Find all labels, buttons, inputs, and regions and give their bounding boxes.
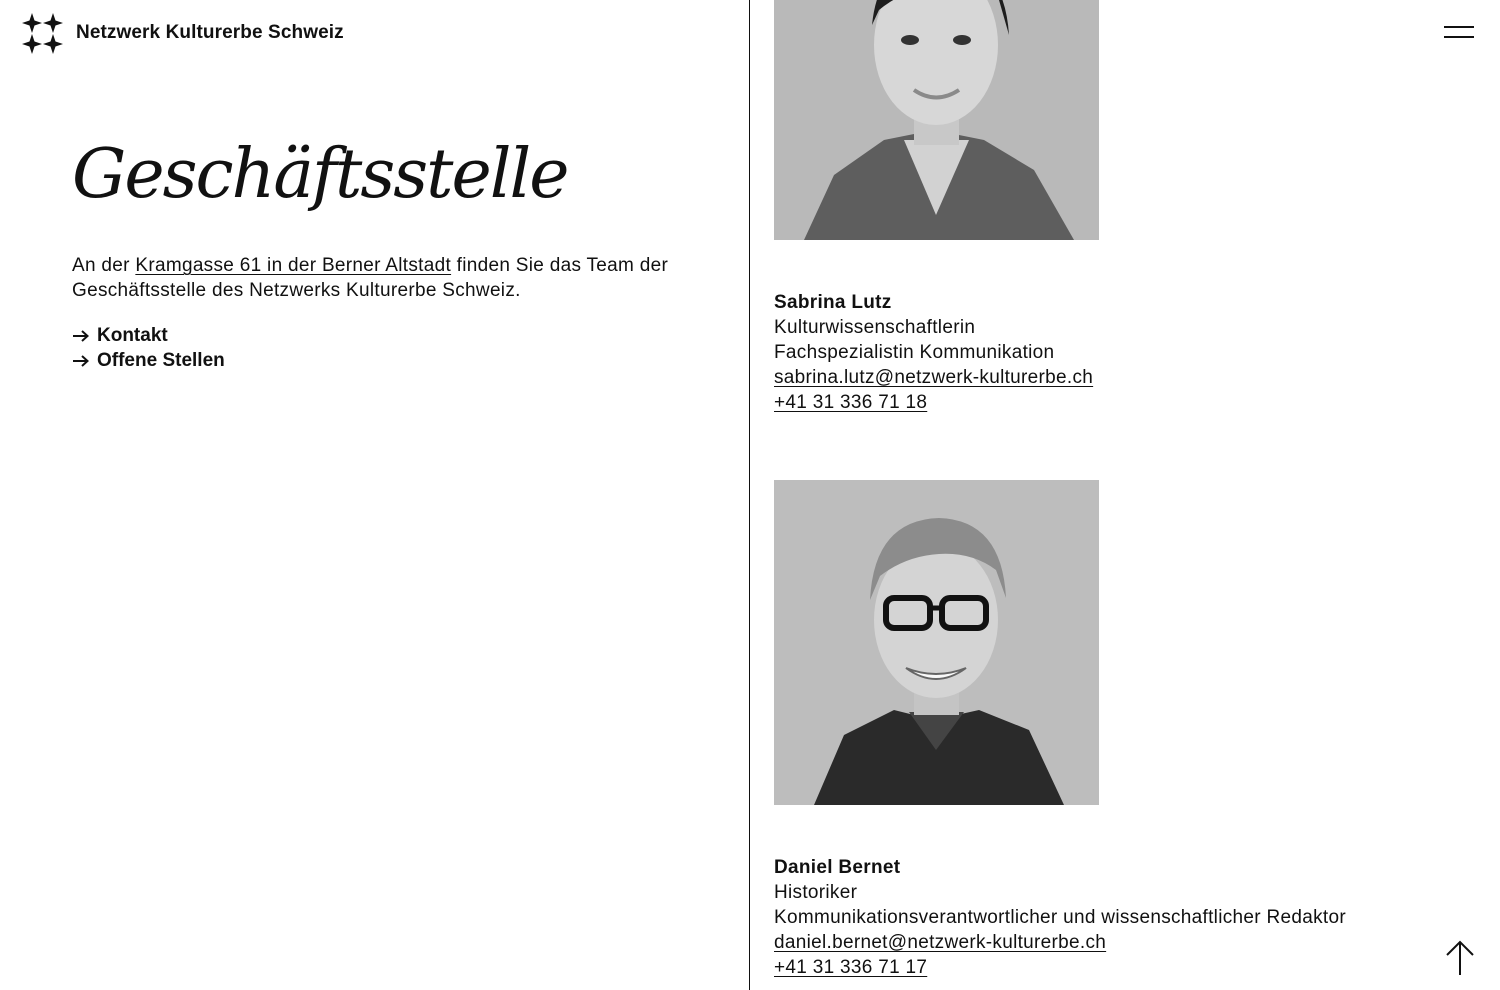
column-divider xyxy=(749,0,750,990)
portrait-photo xyxy=(774,0,1099,240)
team-member-name: Daniel Bernet xyxy=(774,857,901,878)
kontakt-link[interactable] xyxy=(72,323,732,348)
quick-links xyxy=(72,323,732,373)
team-member-phone-link[interactable]: +41 31 336 71 17 xyxy=(774,957,928,978)
offene-stellen-link[interactable] xyxy=(72,348,732,373)
team-member-info xyxy=(774,855,1346,980)
arrow-up-icon[interactable] xyxy=(1446,940,1474,976)
team-member-function: Kommunikationsverantwortlicher und wissenschaftlicher Redaktor xyxy=(774,907,1346,928)
team-member-info xyxy=(774,290,1099,415)
hamburger-menu-icon[interactable] xyxy=(1444,22,1474,42)
team-member-card xyxy=(774,480,1346,980)
address-link[interactable]: Kramgasse 61 in der Berner Altstadt xyxy=(135,255,452,276)
team-member-email-link[interactable]: sabrina.lutz@netzwerk-kulturerbe.ch xyxy=(774,367,1094,388)
brand-home-link[interactable] xyxy=(22,12,344,54)
team-member-phone-link[interactable]: +41 31 336 71 18 xyxy=(774,392,928,413)
team-member-email-link[interactable]: daniel.bernet@netzwerk-kulturerbe.ch xyxy=(774,932,1107,953)
intro-section xyxy=(72,130,732,373)
arrow-right-icon xyxy=(72,330,89,342)
page-title: Geschäftsstelle xyxy=(72,135,568,214)
brand-name: Netzwerk Kulturerbe Schweiz xyxy=(76,22,344,43)
four-point-stars-logo-icon xyxy=(22,13,63,54)
team-member-name: Sabrina Lutz xyxy=(774,292,892,313)
offene-stellen-link-label: Offene Stellen xyxy=(97,350,225,371)
intro-text-before: An der xyxy=(72,255,136,276)
team-member-card xyxy=(774,0,1099,415)
team-member-role: Kulturwissenschaftlerin xyxy=(774,317,976,338)
team-member-role: Historiker xyxy=(774,882,858,903)
team-member-function: Fachspezialistin Kommunikation xyxy=(774,342,1055,363)
kontakt-link-label: Kontakt xyxy=(97,325,168,346)
portrait-photo xyxy=(774,480,1099,805)
intro-text-after: finden Sie das Team der Geschäftsstelle des Netzwerks Kulturerbe Schweiz. xyxy=(72,255,669,301)
intro-text xyxy=(72,253,732,303)
arrow-right-icon xyxy=(72,355,89,367)
